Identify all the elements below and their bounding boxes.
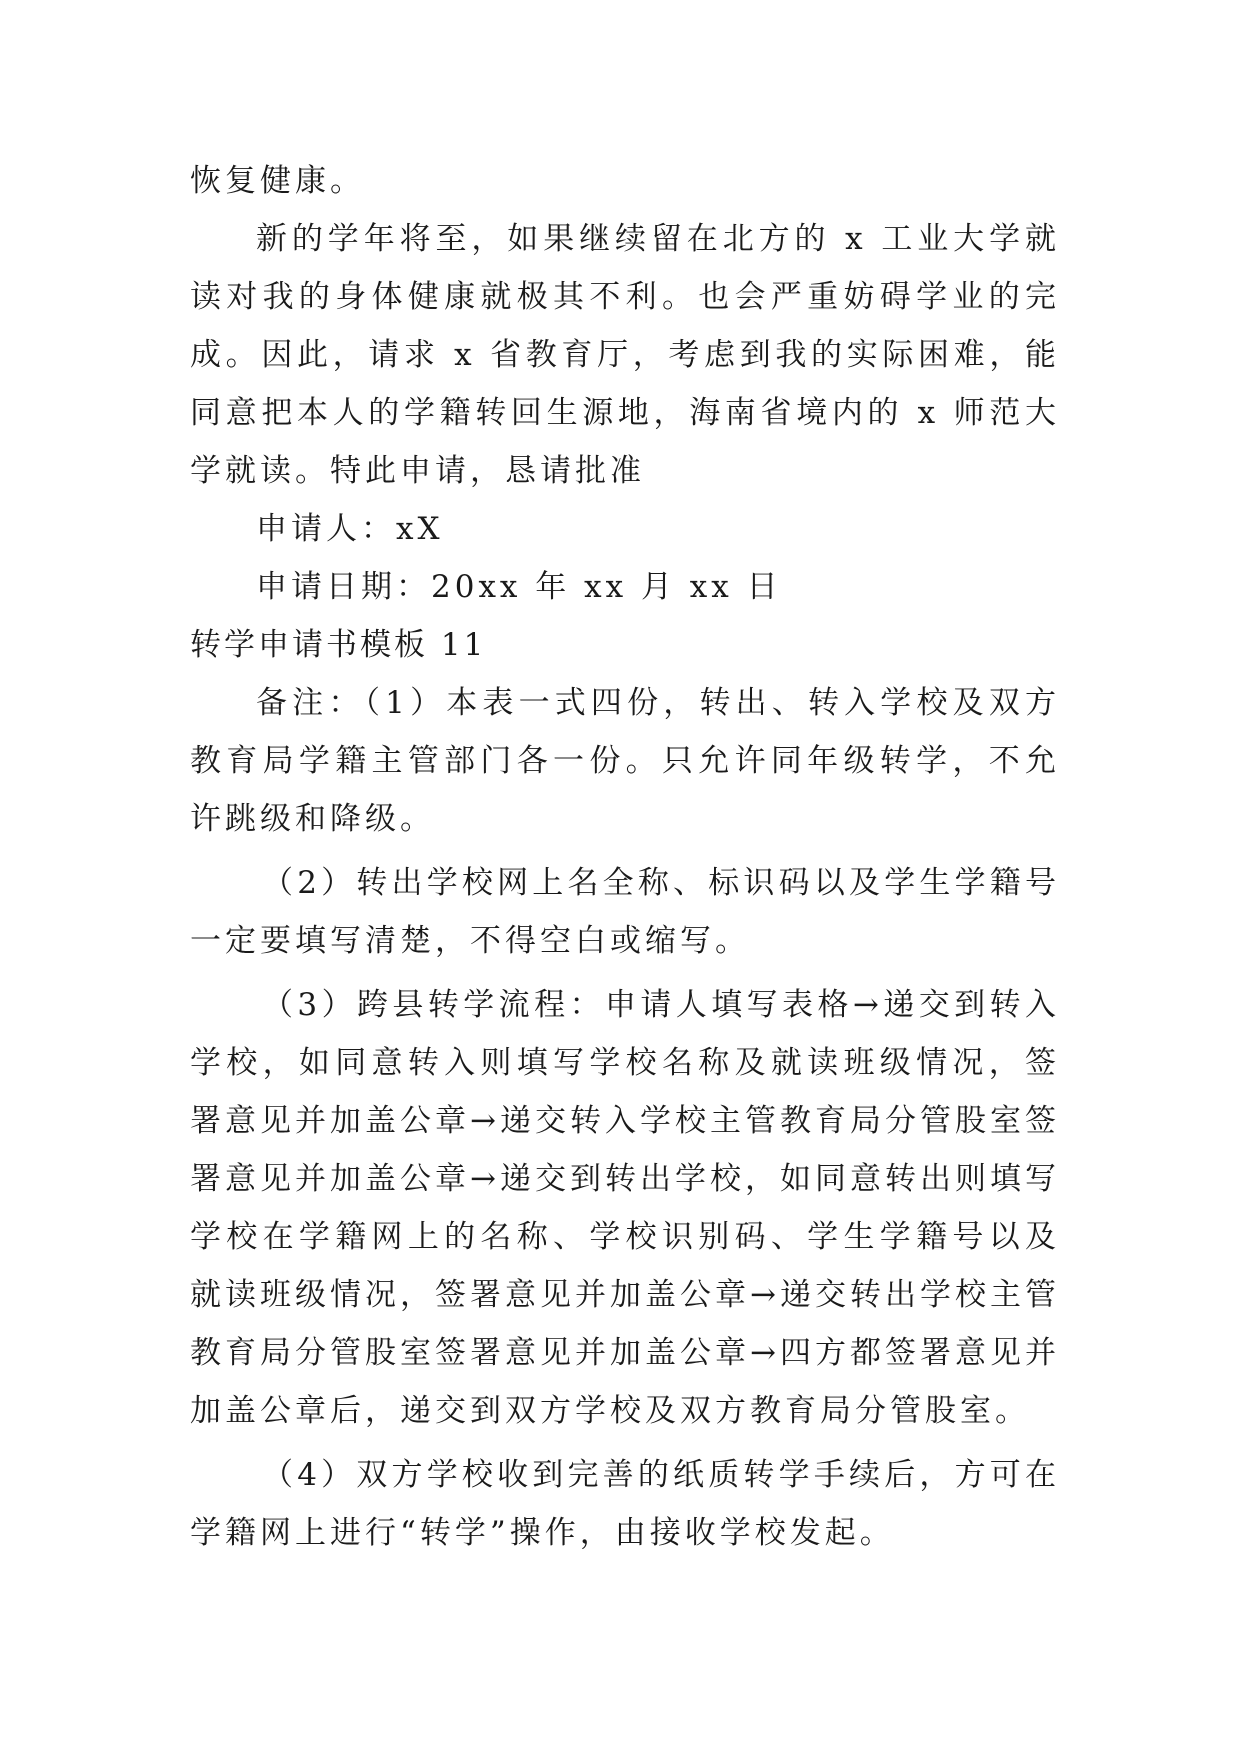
date-line: 申请日期：20xx 年 xx 月 xx 日 [256, 569, 782, 605]
note-3: （3）跨县转学流程：申请人填写表格→递交到转入学校，如同意转入则填写学校名称及就读班级情况，签署意见并加盖公章→递交转入学校主管教育局分管股室签署意见并加盖公章→递交到转出学校，如同意转出则填写学校在学籍网上的名称、学校识别码、学生学籍号以及就读班级情况，签署意见并加盖公章→递交转出学校主管教育局分管股室签署意见并加盖公章→四方都签署意见并加盖公章后，递交到双方学校及双方教育局分管股室。 [190, 987, 1060, 1429]
paragraph-continuation: 恢复健康。 [190, 163, 365, 199]
template-heading: 转学申请书模板 11 [190, 627, 487, 663]
document-body [190, 152, 1060, 1562]
note-4: （4）双方学校收到完善的纸质转学手续后，方可在学籍网上进行“转学”操作，由接收学校发起。 [190, 1457, 1060, 1551]
paragraph-request: 新的学年将至，如果继续留在北方的 x 工业大学就读对我的身体健康就极其不利。也会严重妨碍学业的完成。因此，请求 x 省教育厅，考虑到我的实际困难，能同意把本人的学籍转回生源地，海南省境内的 x 师范大学就读。特此申请，恳请批准 [190, 221, 1060, 489]
applicant-line: 申请人：xX [256, 511, 444, 547]
note-1: 备注：（1）本表一式四份，转出、转入学校及双方教育局学籍主管部门各一份。只允许同年级转学，不允许跳级和降级。 [190, 685, 1060, 837]
note-2: （2）转出学校网上名全称、标识码以及学生学籍号一定要填写清楚，不得空白或缩写。 [190, 865, 1060, 959]
